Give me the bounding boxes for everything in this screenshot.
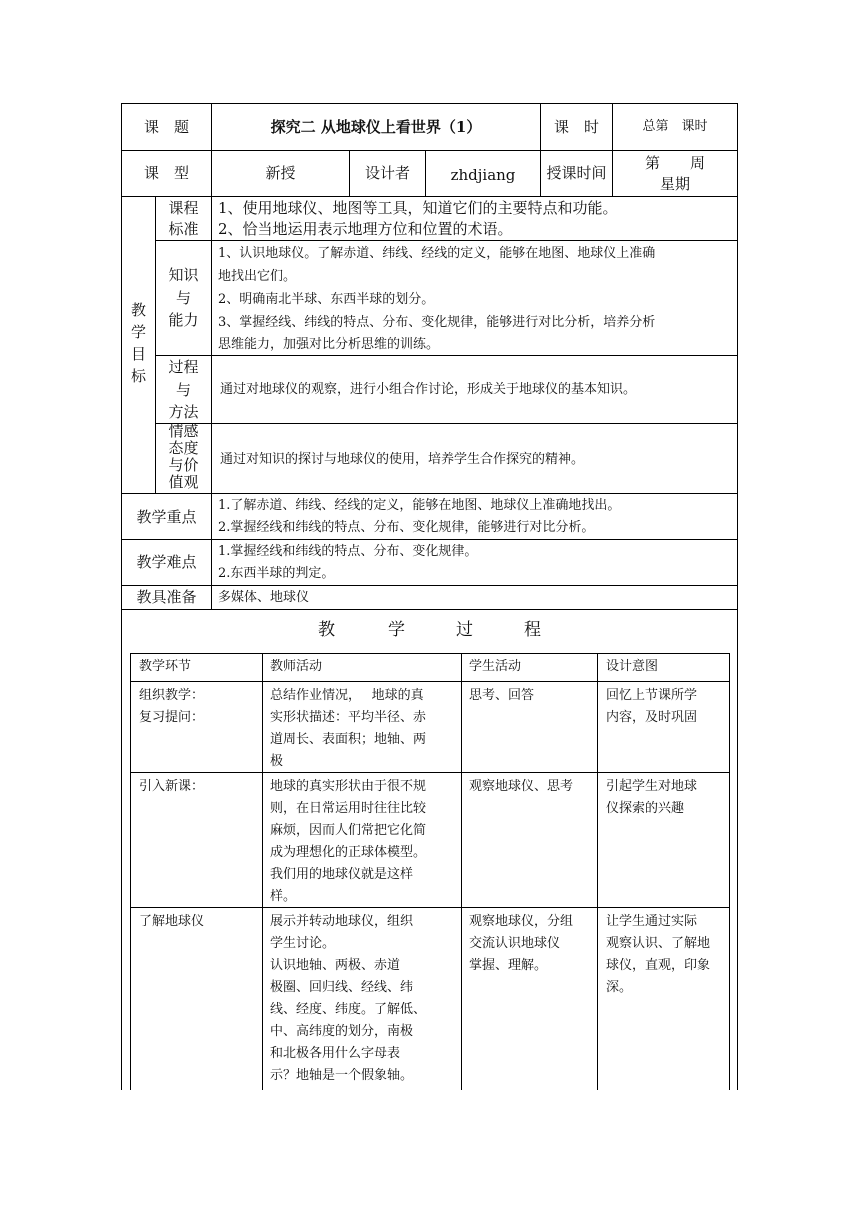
tools-value: 多媒体、地球仪 xyxy=(218,590,310,605)
inner-col-line xyxy=(729,653,730,1090)
col-line xyxy=(211,196,212,610)
knowledge-line: 地找出它们。 xyxy=(218,269,297,284)
teacher-line: 认识地轴、两极、赤道 xyxy=(270,958,401,973)
teacher-line: 则，在日常运用时往往比较 xyxy=(270,801,427,816)
intent-line: 仪探索的兴趣 xyxy=(606,801,685,816)
inner-row-line xyxy=(130,681,730,682)
process-label: 与 xyxy=(175,381,191,399)
topic-value: 探究二 从地球仪上看世界（1） xyxy=(270,118,482,136)
inner-col-line xyxy=(130,653,131,1090)
teacher-line: 极 xyxy=(270,754,284,769)
inner-row-line xyxy=(130,907,730,908)
process-label: 过程 xyxy=(168,358,199,376)
student-line: 交流认识地球仪 xyxy=(469,936,561,951)
designer-value: zhdjiang xyxy=(450,166,516,184)
process-text: 通过对地球仪的观察，进行小组合作讨论，形成关于地球仪的基本知识。 xyxy=(220,382,637,397)
key-points-label: 教学重点 xyxy=(136,508,197,526)
goals-label-char: 教 xyxy=(130,301,146,319)
knowledge-label: 知识 xyxy=(168,266,199,284)
key-point-line: 2.掌握经线和纬线的特点、分布、变化规律，能够进行对比分析。 xyxy=(218,520,595,535)
intent-line: 内容，及时巩固 xyxy=(606,710,698,725)
knowledge-label: 能力 xyxy=(168,311,199,329)
student-line: 掌握、理解。 xyxy=(469,958,548,973)
difficult-point-line: 2.东西半球的判定。 xyxy=(218,566,335,581)
standard-label: 课程 xyxy=(168,199,199,217)
process-title-char: 过 xyxy=(456,620,473,640)
type-label: 课 型 xyxy=(143,164,189,182)
teacher-line: 道周长、表面积；地轴、两 xyxy=(270,732,427,747)
time-label: 授课时间 xyxy=(546,164,607,182)
teacher-line: 麻烦，因而人们常把它化简 xyxy=(270,823,427,838)
row-line xyxy=(121,196,738,197)
teacher-line: 和北极各用什么字母表 xyxy=(270,1046,401,1061)
intent-line: 让学生通过实际 xyxy=(606,914,698,929)
teacher-line: 样。 xyxy=(270,889,297,904)
weekday-value: 星期 xyxy=(659,175,690,193)
inner-col-line xyxy=(262,653,263,1090)
stage-line: 了解地球仪 xyxy=(139,914,205,929)
type-value: 新授 xyxy=(265,164,296,182)
row-line xyxy=(155,240,738,241)
goals-label-char: 学 xyxy=(130,323,146,341)
key-point-line: 1.了解赤道、纬线、经线的定义，能够在地图、地球仪上准确地找出。 xyxy=(218,498,621,513)
process-title-char: 教 xyxy=(318,620,335,640)
teacher-line: 我们用的地球仪就是这样 xyxy=(270,867,414,882)
standard-label: 标准 xyxy=(168,220,199,238)
process-header: 教师活动 xyxy=(270,659,323,674)
designer-label: 设计者 xyxy=(364,164,410,182)
table-border-right xyxy=(737,103,738,1090)
intent-line: 引起学生对地球 xyxy=(606,779,698,794)
attitude-label: 态度 xyxy=(168,439,199,457)
row-line xyxy=(121,539,738,540)
teacher-line: 展示并转动地球仪，组织 xyxy=(270,914,414,929)
teacher-line: 极圈、回归线、经线、纬 xyxy=(270,980,414,995)
table-border-top xyxy=(121,103,738,104)
goals-label-char: 目 xyxy=(130,345,146,363)
intent-line: 球仪，直观，印象 xyxy=(606,958,711,973)
inner-col-line xyxy=(461,653,462,1090)
standard-line: 1、使用地球仪、地图等工具，知道它们的主要特点和功能。 xyxy=(218,199,618,217)
stage-line: 引入新课： xyxy=(139,779,205,794)
standard-line: 2、恰当地运用表示地理方位和位置的术语。 xyxy=(218,220,513,238)
teacher-line: 学生讨论。 xyxy=(270,936,336,951)
process-label: 方法 xyxy=(168,403,199,421)
row-line xyxy=(155,423,738,424)
process-title-char: 程 xyxy=(524,620,541,640)
difficult-points-label: 教学难点 xyxy=(136,553,197,571)
teacher-line: 总结作业情况， 地球的真 xyxy=(270,688,424,703)
student-line: 观察地球仪、思考 xyxy=(469,779,574,794)
stage-line: 复习提问： xyxy=(139,710,205,725)
teacher-line: 实形状描述：平均半径、赤 xyxy=(270,710,427,725)
row-line xyxy=(121,150,738,151)
week-value: 第 周 xyxy=(644,154,705,172)
knowledge-line: 3、掌握经线、纬线的特点、分布、变化规律，能够进行对比分析，培养分析 xyxy=(218,315,656,330)
teacher-line: 线、经度、纬度。了解低、 xyxy=(270,1002,427,1017)
attitude-text: 通过对知识的探讨与地球仪的使用，培养学生合作探究的精神。 xyxy=(220,452,585,467)
topic-label: 课 题 xyxy=(143,118,189,136)
knowledge-label: 与 xyxy=(175,289,191,307)
stage-line: 组织教学： xyxy=(139,688,205,703)
goals-label-char: 标 xyxy=(130,367,146,385)
knowledge-line: 思维能力，加强对比分析思维的训练。 xyxy=(218,337,440,352)
knowledge-line: 1、认识地球仪。了解赤道、纬线、经线的定义，能够在地图、地球仪上准确 xyxy=(218,246,656,261)
tools-label: 教具准备 xyxy=(136,588,197,606)
row-line xyxy=(121,609,738,610)
intent-line: 回忆上节课所学 xyxy=(606,688,698,703)
period-value: 总第 课时 xyxy=(642,119,708,134)
knowledge-line: 2、明确南北半球、东西半球的划分。 xyxy=(218,292,435,307)
intent-line: 深。 xyxy=(606,980,633,995)
row-line xyxy=(121,493,738,494)
inner-row-line xyxy=(130,772,730,773)
process-header: 学生活动 xyxy=(469,659,522,674)
teacher-line: 地球的真实形状由于很不规 xyxy=(270,779,427,794)
inner-col-line xyxy=(597,653,598,1090)
intent-line: 观察认识、了解地 xyxy=(606,936,711,951)
difficult-point-line: 1.掌握经线和纬线的特点、分布、变化规律。 xyxy=(218,544,478,559)
attitude-label: 与价 xyxy=(168,456,199,474)
process-header: 教学环节 xyxy=(139,659,192,674)
period-label: 课 时 xyxy=(553,118,599,136)
row-line xyxy=(121,585,738,586)
attitude-label: 情感 xyxy=(168,422,199,440)
inner-row-line xyxy=(130,653,730,654)
process-title-char: 学 xyxy=(388,620,405,640)
student-line: 观察地球仪，分组 xyxy=(469,914,574,929)
attitude-label: 值观 xyxy=(168,473,199,491)
teacher-line: 示？地轴是一个假象轴。 xyxy=(270,1068,414,1083)
teacher-line: 中、高纬度的划分，南极 xyxy=(270,1024,414,1039)
teacher-line: 成为理想化的正球体模型。 xyxy=(270,845,427,860)
student-line: 思考、回答 xyxy=(469,688,535,703)
process-header: 设计意图 xyxy=(606,659,659,674)
